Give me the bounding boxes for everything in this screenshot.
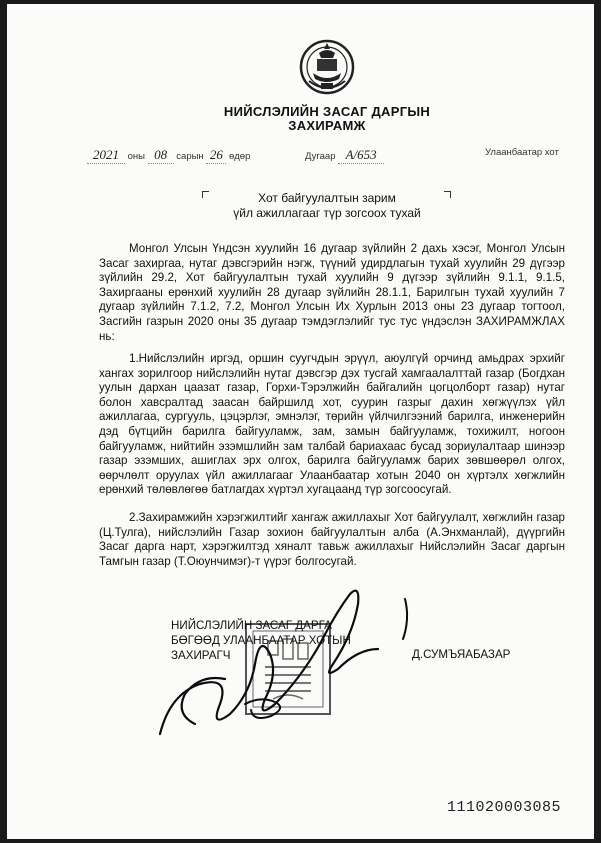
issuer-title: НИЙСЛЭЛИЙН ЗАСАГ ДАРГЫН bbox=[223, 104, 431, 119]
signatory-title-line-2: БӨГӨӨД УЛААНБААТАР ХОТЫН bbox=[171, 634, 351, 647]
year-value: 2021 bbox=[87, 147, 125, 164]
item-2-paragraph bbox=[99, 511, 565, 569]
item-2-text: 2.Захирамжийн хэрэгжилтийг хангаж ажиллахыг Хот байгуулалт, хөгжлийн газар (Ц.Тулга), нийслэлийн Газар зохион байгуулалтын алба (А.Энхманлай), дүүргийн Засаг дарга нарт, хэрэгжилтэд хяналт тавьж ажиллахыг Нийслэлийн Засаг даргын Тамгын газар (Т.Оюунчимэг)-т үүрэг болгосугай. bbox=[99, 511, 565, 568]
serial-number: 111020003085 bbox=[447, 799, 562, 816]
document-page bbox=[7, 4, 594, 839]
title-line-2: үйл ажиллагааг түр зогсоох тухай bbox=[233, 206, 421, 220]
item-1-paragraph bbox=[99, 352, 565, 498]
day-suffix: өдөр bbox=[228, 151, 251, 162]
title-line-1: Хот байгуулалтын зарим bbox=[258, 191, 396, 205]
preamble-paragraph bbox=[99, 242, 565, 344]
title-bracket-right bbox=[444, 191, 451, 198]
document-title bbox=[227, 191, 427, 221]
month-suffix: сарын bbox=[176, 151, 204, 162]
document-type: ЗАХИРАМЖ bbox=[288, 118, 366, 133]
signatory-title-line-1: НИЙСЛЭЛИЙН ЗАСАГ ДАРГА bbox=[171, 619, 332, 632]
date-line bbox=[87, 147, 250, 164]
city-label: Улаанбаатар хот bbox=[485, 147, 559, 158]
signatory-title-line-3: ЗАХИРАГЧ bbox=[171, 649, 231, 662]
item-1-text: 1.Нийслэлийн иргэд, оршин суугчдын эрүүл, аюулгүй орчинд амьдрах эрхийг хангах зорилгоор нийслэлийн нутаг дэвсгэр дэх тусгай хамгаалалттай газар (Богдхан уулын дархан цаазат газар, Горхи-Тэрэлжийн байгалийн цогцолборт газар) нутаг болон хавсралтад заасан байршилд хот, суурин газрыг дахин хөгжүүлэх үйл ажиллагаа, сургууль, цэцэрлэг, эмнэлэг, төрийн үйлчилгээний барилга, инженерийн дэд бүтцийн барилга байгууламж, зам, замын байгууламж, тохижилт, ногоон байгууламж, нийтийн эзэмшлийн зам талбай бариахаас бусад зориулалтаар шинээр газар эзэмших, ашиглах эрх олгох, барилга байгууламж барих зөвшөөрөл олгох, өөрчлөлт оруулах үйл ажиллагааг Улаанбаатар хотын 2040 он хүртэлх хөгжлийн ерөнхий төлөвлөгөө батлагдах хүртэл хугацаанд түр зогсоосугай. bbox=[99, 352, 565, 497]
number-value: А/653 bbox=[338, 147, 384, 164]
number-line bbox=[305, 147, 384, 164]
handwritten-signature bbox=[155, 584, 455, 744]
month-value: 08 bbox=[148, 147, 174, 164]
title-bracket-left bbox=[202, 191, 209, 198]
year-suffix: оны bbox=[127, 151, 145, 162]
state-emblem-icon bbox=[299, 37, 355, 95]
signatory-name: Д.СУМЪЯАБАЗАР bbox=[412, 648, 511, 661]
number-label: Дугаар bbox=[305, 151, 336, 162]
preamble-text: Монгол Улсын Үндсэн хуулийн 16 дугаар зүйлийн 2 дахь хэсэг, Монгол Улсын Засаг захиргаа, нутаг дэвсгэрийн нэгж, түүний удирдлагын тухай хуулийн 29 дүгээр зүйлийн 29.2, Хот байгуулалтын тухай хуулийн 9 дүгээр зүйлийн 9.1.1, 9.1.5, Захиргааны ерөнхий хуулийн 28 дугаар зүйлийн 28.1.1, Барилгын тухай хуулийн 7 дугаар зүйлийн 7.1.2, 7.2, Монгол Улсын Их Хурлын 2013 оны 23 дугаар тогтоол, Засгийн газрын 2020 оны 35 дугаар тэмдэглэлийг тус тус үндэслэн ЗАХИРАМЖЛАХ нь: bbox=[99, 242, 565, 343]
day-value: 26 bbox=[206, 147, 226, 164]
